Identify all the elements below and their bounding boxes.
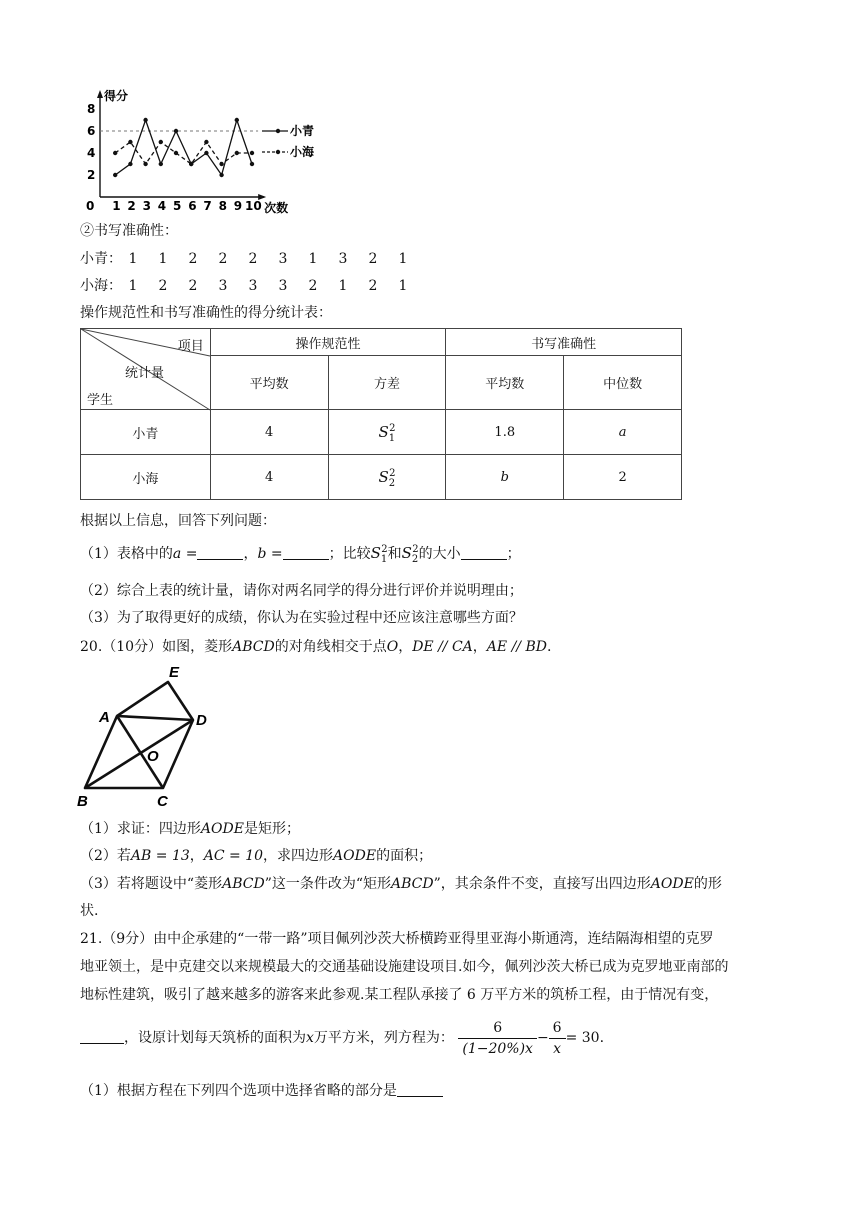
data-point <box>235 118 239 122</box>
data-point <box>235 151 239 155</box>
corner-cell <box>81 329 211 410</box>
y-axis-label: 得分 <box>104 89 129 103</box>
xiaoqing-writing-score: 3 <box>338 251 348 267</box>
xiaohai-writing-score: 2 <box>188 278 198 294</box>
score-line-chart <box>78 86 315 215</box>
xiaoqing-writing-score: 1 <box>128 251 138 267</box>
xiaohai-writing-score: 2 <box>158 278 168 294</box>
data-point <box>159 140 163 144</box>
q19-intro: 根据以上信息，回答下列问题： <box>80 513 276 529</box>
data-point <box>204 151 208 155</box>
q21-part1: （1）根据方程在下列四个选项中选择省略的部分是 <box>80 1080 443 1100</box>
xiaohai-writing-score: 3 <box>218 278 228 294</box>
xiaoqing-writing-row <box>80 248 428 268</box>
row-mean2: b <box>446 455 564 500</box>
answer-blank-b[interactable] <box>283 545 329 560</box>
data-point <box>204 140 208 144</box>
data-point <box>250 162 254 166</box>
data-point <box>128 140 132 144</box>
corner-stat-label: 统计量 <box>125 366 165 381</box>
xiaohai-writing-score: 2 <box>368 278 378 294</box>
group-operation-header: 操作规范性 <box>210 329 446 356</box>
xiaohai-writing-score: 1 <box>128 278 138 294</box>
xiaoqing-writing-score: 2 <box>368 251 378 267</box>
y-tick-label: 6 <box>87 124 96 138</box>
data-point <box>174 151 178 155</box>
legend-marker <box>276 150 280 154</box>
x-tick-label: 1 <box>112 199 121 213</box>
q20-part2: （2）若AB = 13，AC = 10，求四边形AODE的面积； <box>80 848 433 864</box>
q21-equation-line: ，设原计划每天筑桥的面积为x万平方米，列方程为： $\frac{6}{(1-20\%)x}$ − $\frac{6}{x}$ = 30. <box>80 1014 604 1062</box>
row-name: 小青 <box>81 410 211 455</box>
xiaoqing-writing-score: 1 <box>398 251 408 267</box>
data-point <box>219 173 223 177</box>
x-tick-label: 10 <box>245 199 262 213</box>
xiaoqing-label: 小青： <box>80 251 122 267</box>
q20-part3: （3）若将题设中“菱形ABCD”这一条件改为“矩形ABCD”，其余条件不变，直接写出四边形AODE的形 <box>80 876 722 892</box>
rhombus-diagram <box>75 660 225 810</box>
q19-part2: （2）综合上表的统计量，请你对两名同学的得分进行评价并说明理由； <box>80 583 523 599</box>
row-variance: $S_1^2$ <box>328 410 446 455</box>
q21-line2: 地亚领土，是中克建交以来规模最大的交通基础设施建设项目.如今，佩列沙茨大桥已成为克罗地亚南部的 <box>80 959 729 975</box>
xiaohai-writing-score: 1 <box>398 278 408 294</box>
y-tick-label: 8 <box>87 102 96 116</box>
data-point <box>250 151 254 155</box>
xiaoqing-writing-score: 1 <box>158 251 168 267</box>
xiaohai-writing-score: 2 <box>308 278 318 294</box>
x-tick-label: 7 <box>203 199 212 213</box>
xiaoqing-writing-score: 2 <box>218 251 228 267</box>
series-line-1 <box>115 120 252 175</box>
stats-table <box>80 328 682 500</box>
col-variance-header: 方差 <box>328 356 446 410</box>
xiaoqing-writing-score: 3 <box>278 251 288 267</box>
group-writing-header: 书写准确性 <box>446 329 682 356</box>
label-A: A <box>99 709 110 726</box>
y-tick-label: 2 <box>87 168 96 182</box>
x-tick-label: 3 <box>142 199 151 213</box>
q20-part1: （1）求证：四边形AODE是矩形； <box>80 821 300 837</box>
q19-part3: （3）为了取得更好的成绩，你认为在实验过程中还应该注意哪些方面？ <box>80 610 523 626</box>
x-tick-label: 6 <box>188 199 197 213</box>
xiaohai-writing-score: 1 <box>338 278 348 294</box>
row-name: 小海 <box>81 455 211 500</box>
table-row <box>81 455 682 500</box>
x-tick-label: 0 <box>86 199 95 213</box>
rhombus-lines <box>85 682 193 788</box>
table-caption: 操作规范性和书写准确性的得分统计表： <box>80 305 332 321</box>
label-E: E <box>169 664 180 681</box>
xiaohai-writing-score: 3 <box>278 278 288 294</box>
equation-fraction-1: $\frac{6}{(1-20\%)x}$ <box>458 1018 537 1059</box>
data-point <box>128 162 132 166</box>
q19-part1: （1）表格中的a = ，b = ；比较$S_1^2$和$S_2^2$的大小 ； <box>80 544 521 565</box>
q20-part3-cont: 状. <box>80 903 99 919</box>
q20-stem: 20.（10分）如图，菱形ABCD的对角线相交于点O，DE // CA，AE // BD. <box>80 639 552 655</box>
q21-line1: 21.（9分）由中企承建的“一带一路”项目佩列沙茨大桥横跨亚得里亚海小斯通湾，连结隔海相望的克罗 <box>80 931 714 947</box>
row-median: a <box>564 410 682 455</box>
equation-fraction-2: $\frac{6}{x}$ <box>549 1018 566 1059</box>
legend-marker <box>276 129 280 133</box>
table-row <box>81 410 682 455</box>
label-D: D <box>196 712 207 729</box>
q21-line3: 地标性建筑，吸引了越来越多的游客来此参观.某工程队承接了 6 万平方米的筑桥工程，由于情况有变， <box>80 987 719 1003</box>
y-tick-label: 4 <box>87 146 96 160</box>
x-tick-label: 9 <box>233 199 243 213</box>
col-median-header: 中位数 <box>564 356 682 410</box>
series-line-2 <box>115 142 252 164</box>
col-mean2-header: 平均数 <box>446 356 564 410</box>
data-point <box>113 151 117 155</box>
writing-heading: ②书写准确性： <box>80 223 178 239</box>
x-tick-label: 8 <box>218 199 227 213</box>
xiaohai-writing-score: 3 <box>248 278 258 294</box>
corner-student-label: 学生 <box>87 393 114 408</box>
row-mean1: 4 <box>210 410 328 455</box>
row-median: 2 <box>564 455 682 500</box>
label-C: C <box>157 793 168 810</box>
answer-blank-compare[interactable] <box>461 545 507 560</box>
corner-item-label: 项目 <box>177 339 204 354</box>
col-mean1-header: 平均数 <box>210 356 328 410</box>
data-point <box>174 129 178 133</box>
row-mean2: 1.8 <box>446 410 564 455</box>
xiaoqing-writing-score: 2 <box>248 251 258 267</box>
answer-blank-omitted[interactable] <box>80 1029 124 1044</box>
row-mean1: 4 <box>210 455 328 500</box>
y-axis-arrow <box>97 90 103 98</box>
data-point <box>143 162 147 166</box>
row-variance: $S_2^2$ <box>328 455 446 500</box>
label-O: O <box>147 748 159 765</box>
x-tick-label: 4 <box>157 199 167 213</box>
legend-entry: 小青 <box>290 124 315 138</box>
data-point <box>159 162 163 166</box>
xiaoqing-writing-score: 2 <box>188 251 198 267</box>
x-axis-label: 次数 <box>264 201 289 215</box>
legend-entry: 小海 <box>290 145 315 159</box>
data-point <box>219 162 223 166</box>
xiaoqing-writing-score: 1 <box>308 251 318 267</box>
answer-blank-a[interactable] <box>197 545 243 560</box>
x-tick-label: 2 <box>127 199 136 213</box>
data-point <box>143 118 147 122</box>
xiaohai-label: 小海： <box>80 278 122 294</box>
label-B: B <box>77 793 88 810</box>
x-tick-label: 5 <box>173 199 182 213</box>
data-point <box>113 173 117 177</box>
xiaohai-writing-row <box>80 275 428 295</box>
data-point <box>189 162 193 166</box>
answer-blank-option[interactable] <box>397 1082 443 1097</box>
